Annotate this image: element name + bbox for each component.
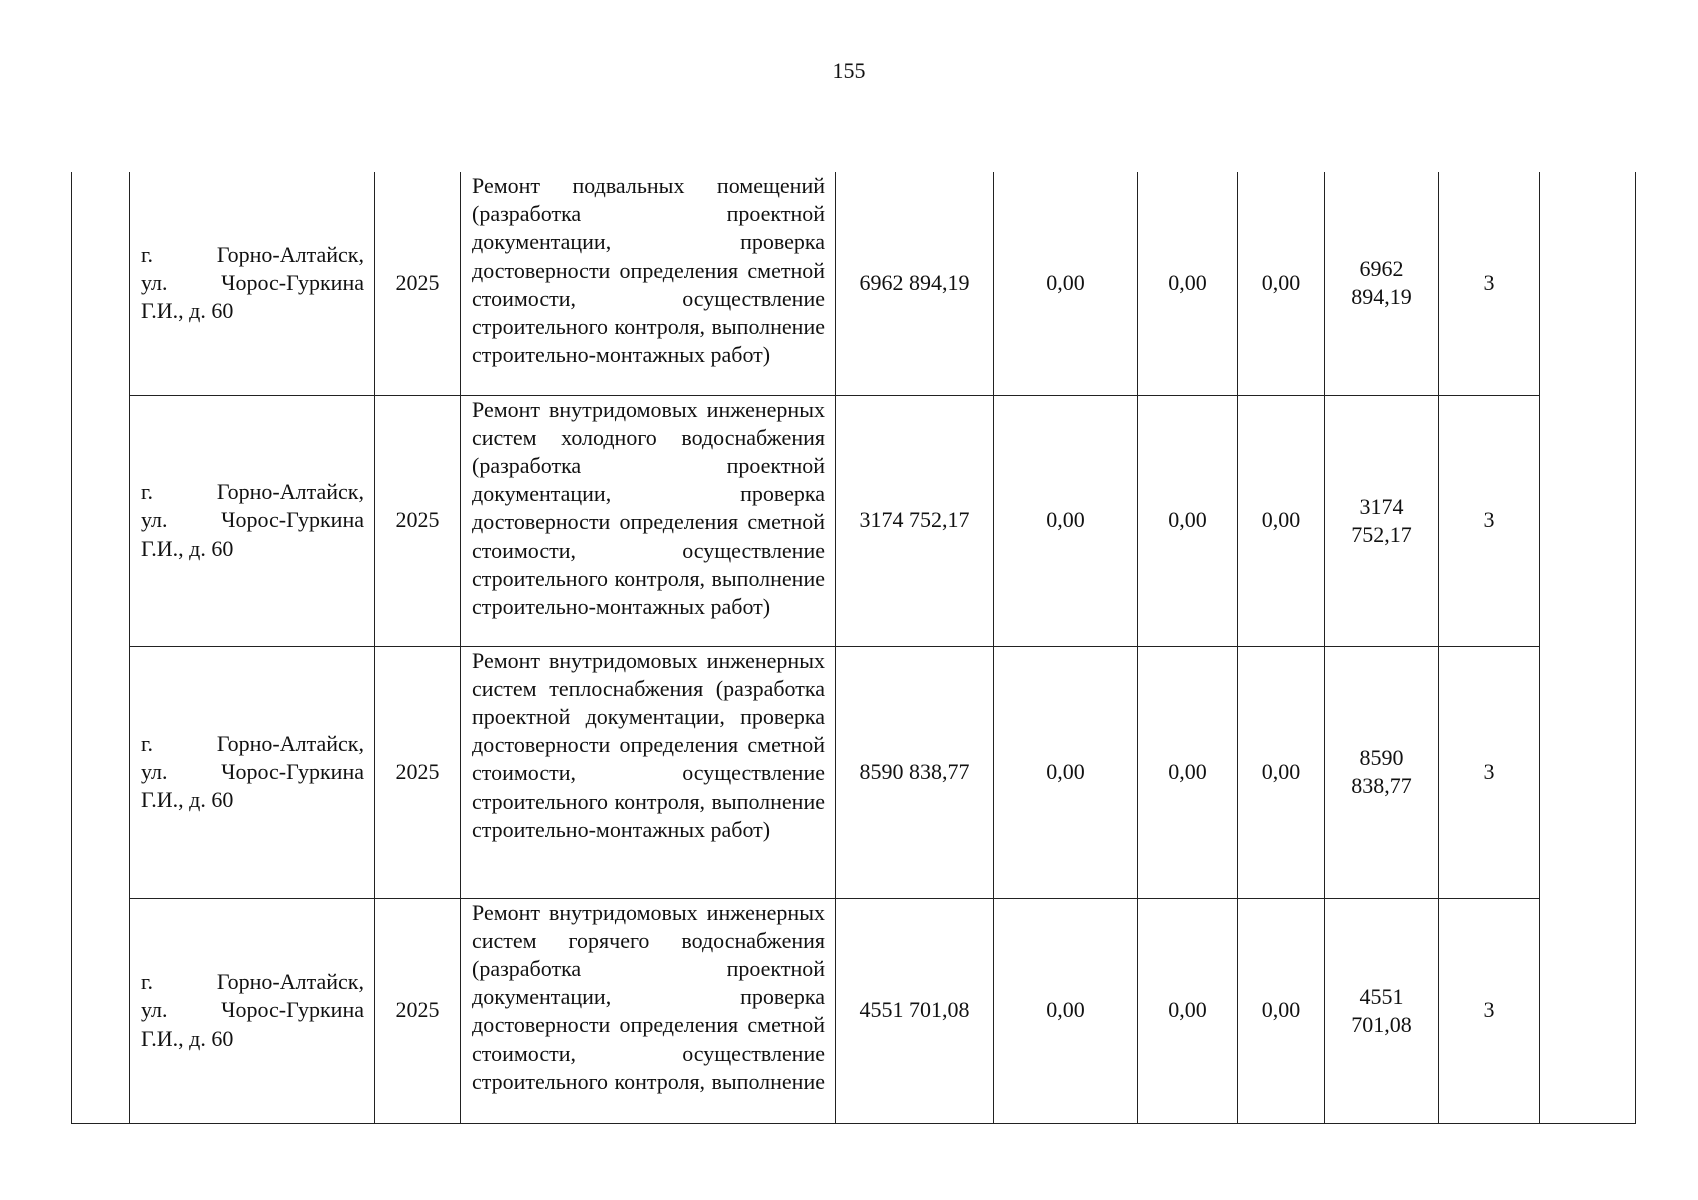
total-cost-cell: 3174 752,17 (836, 395, 994, 646)
address-cell (130, 898, 375, 1123)
empty-last-cell (1540, 172, 1636, 1123)
total-cost-cell: 8590 838,77 (836, 646, 994, 898)
year-cell: 2025 (375, 898, 461, 1123)
description-cell: Ремонт внутридомовых инженерных систем горячего водоснабжения (разработка проектной документации, проверка достоверности определения сметной стоимости, осуществление строительного контроля, выполнение (461, 898, 836, 1123)
description-cell: Ремонт внутридомовых инженерных систем теплоснабжения (разработка проектной документации, проверка достоверности определения сметной стоимости, осуществление строительного контроля, выполнение строительно-монтажных работ) (461, 646, 836, 898)
amount-cell: 0,00 (1138, 395, 1238, 646)
amount-cell-wrapped (1325, 395, 1439, 646)
amount-cell: 0,00 (1138, 646, 1238, 898)
amount-cell-wrapped (1325, 172, 1439, 395)
amount-cell: 0,00 (994, 898, 1138, 1123)
amount-line: 701,08 (1351, 1011, 1412, 1037)
amount-line: 838,77 (1351, 773, 1412, 798)
code-cell: 3 (1439, 172, 1540, 395)
address-line: ул. Чорос-Гуркина (141, 758, 364, 784)
description-cell: Ремонт подвальных помещений (разработка проектной документации, проверка достоверности определения сметной стоимости, осуществление строительного контроля, выполнение строительно-монтажных работ) (461, 172, 836, 395)
address-line: ул. Чорос-Гуркина (141, 507, 364, 533)
table-row (72, 898, 1636, 1123)
total-cost-cell: 6962 894,19 (836, 172, 994, 395)
works-table (71, 172, 1636, 1124)
amount-cell: 0,00 (994, 172, 1138, 395)
address-line: ул. Чорос-Гуркина (141, 270, 364, 296)
description-cell: Ремонт внутридомовых инженерных систем холодного водоснабжения (разработка проектной документации, проверка достоверности определения сметной стоимости, осуществление строительного контроля, выполнение строительно-монтажных работ) (461, 395, 836, 646)
table-row (72, 395, 1636, 646)
code-cell: 3 (1439, 395, 1540, 646)
address-line: Г.И., д. 60 (141, 1025, 234, 1051)
amount-cell: 0,00 (994, 646, 1138, 898)
row-number-cell (72, 172, 130, 1123)
amount-line: 894,19 (1351, 284, 1412, 310)
address-line: г. Горно-Алтайск, (141, 730, 364, 756)
code-cell: 3 (1439, 646, 1540, 898)
amount-cell-wrapped (1325, 898, 1439, 1123)
amount-cell: 0,00 (994, 395, 1138, 646)
amount-cell: 0,00 (1238, 646, 1325, 898)
amount-line: 6962 (1359, 256, 1404, 282)
address-line: ул. Чорос-Гуркина (141, 997, 364, 1023)
amount-cell: 0,00 (1138, 898, 1238, 1123)
address-cell (130, 646, 375, 898)
address-cell (130, 172, 375, 395)
amount-line: 4551 (1359, 983, 1404, 1009)
amount-cell: 0,00 (1238, 172, 1325, 395)
amount-cell: 0,00 (1238, 395, 1325, 646)
address-line: Г.И., д. 60 (141, 298, 234, 324)
amount-cell: 0,00 (1138, 172, 1238, 395)
table-row (72, 646, 1636, 898)
year-cell: 2025 (375, 646, 461, 898)
page-number: 155 (832, 58, 866, 83)
address-line: Г.И., д. 60 (141, 535, 234, 561)
address-line: г. Горно-Алтайск, (141, 241, 364, 267)
amount-cell: 0,00 (1238, 898, 1325, 1123)
code-cell: 3 (1439, 898, 1540, 1123)
year-cell: 2025 (375, 172, 461, 395)
address-line: г. Горно-Алтайск, (141, 479, 364, 505)
table-row (72, 172, 1636, 395)
year-cell: 2025 (375, 395, 461, 646)
amount-line: 3174 (1359, 493, 1404, 519)
address-cell (130, 395, 375, 646)
amount-line: 8590 (1359, 745, 1404, 770)
amount-cell-wrapped (1325, 646, 1439, 898)
address-line: Г.И., д. 60 (141, 787, 234, 813)
address-line: г. Горно-Алтайск, (141, 969, 364, 995)
amount-line: 752,17 (1351, 521, 1412, 547)
total-cost-cell: 4551 701,08 (836, 898, 994, 1123)
